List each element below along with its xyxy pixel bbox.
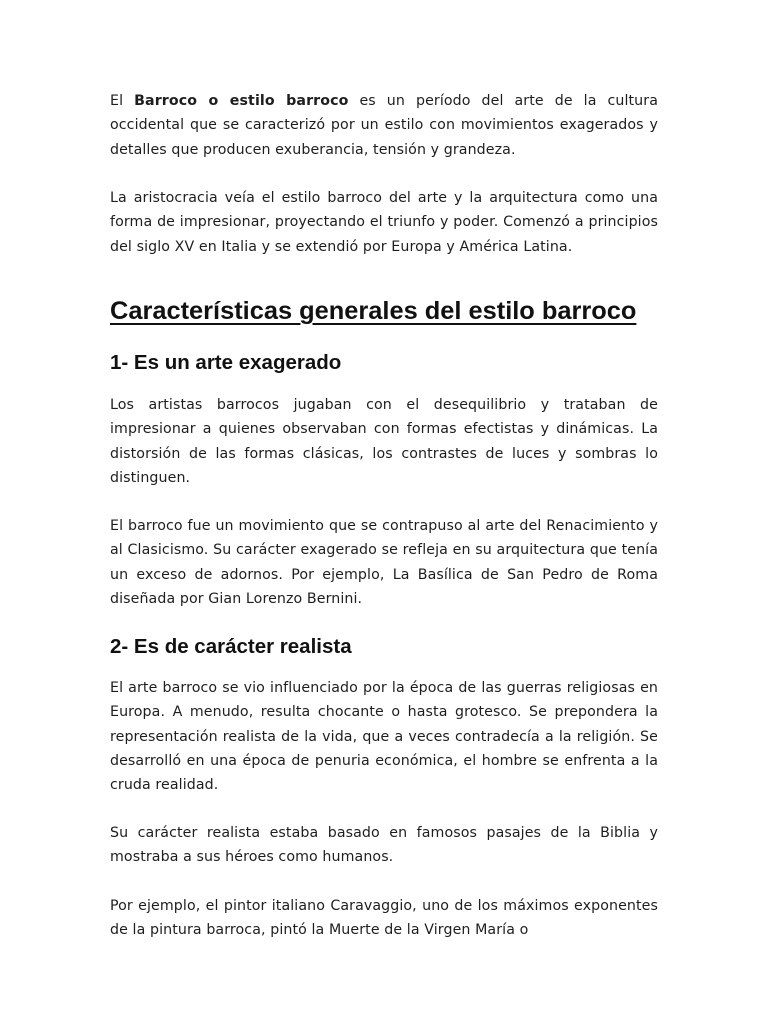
intro-rest: es un período del arte de la cultura occidental que se caracterizó por un estilo con movimientos exagerados y detalles que producen exuberancia, tensión y grandeza. bbox=[110, 93, 658, 158]
intro-prefix: El bbox=[110, 93, 135, 109]
document-page bbox=[110, 89, 658, 943]
section1-paragraph-1: Los artistas barrocos jugaban con el desequilibrio y trataban de impresionar a quienes observaban con formas efectistas y dinámicas. La distorsión de las formas clásicas, los contrastes de luces y sombras lo distinguen. bbox=[110, 397, 658, 486]
section2-paragraph-3: Por ejemplo, el pintor italiano Caravaggio, uno de los máximos exponentes de la pintura barroca, pintó la Muerte de la Virgen María o bbox=[110, 898, 658, 939]
intro-bold-term: Barroco o estilo barroco bbox=[134, 93, 349, 109]
section2-paragraph-2: Su carácter realista estaba basado en famosos pasajes de la Biblia y mostraba a sus héroes como humanos. bbox=[110, 825, 658, 866]
main-heading: Características generales del estilo barroco bbox=[110, 297, 637, 325]
section1-heading: 1- Es un arte exagerado bbox=[110, 351, 342, 374]
intro-paragraph-1 bbox=[110, 89, 658, 162]
intro-paragraph-2: La aristocracia veía el estilo barroco del arte y la arquitectura como una forma de impresionar, proyectando el triunfo y poder. Comenzó a principios del siglo XV en Italia y se extendió por Europa y América Latina. bbox=[110, 190, 658, 255]
section2-paragraph-1: El arte barroco se vio influenciado por la época de las guerras religiosas en Europa. A menudo, resulta chocante o hasta grotesco. Se prepondera la representación realista de la vida, que a veces contradecía a la religión. Se desarrolló en una época de penuria económica, el hombre se enfrenta a la cruda realidad. bbox=[110, 680, 658, 794]
section1-paragraph-2: El barroco fue un movimiento que se contrapuso al arte del Renacimiento y al Clasicismo. Su carácter exagerado se refleja en su arquitectura que tenía un exceso de adornos. Por ejemplo, La Basílica de San Pedro de Roma diseñada por Gian Lorenzo Bernini. bbox=[110, 518, 658, 607]
section2-heading: 2- Es de carácter realista bbox=[110, 635, 352, 658]
